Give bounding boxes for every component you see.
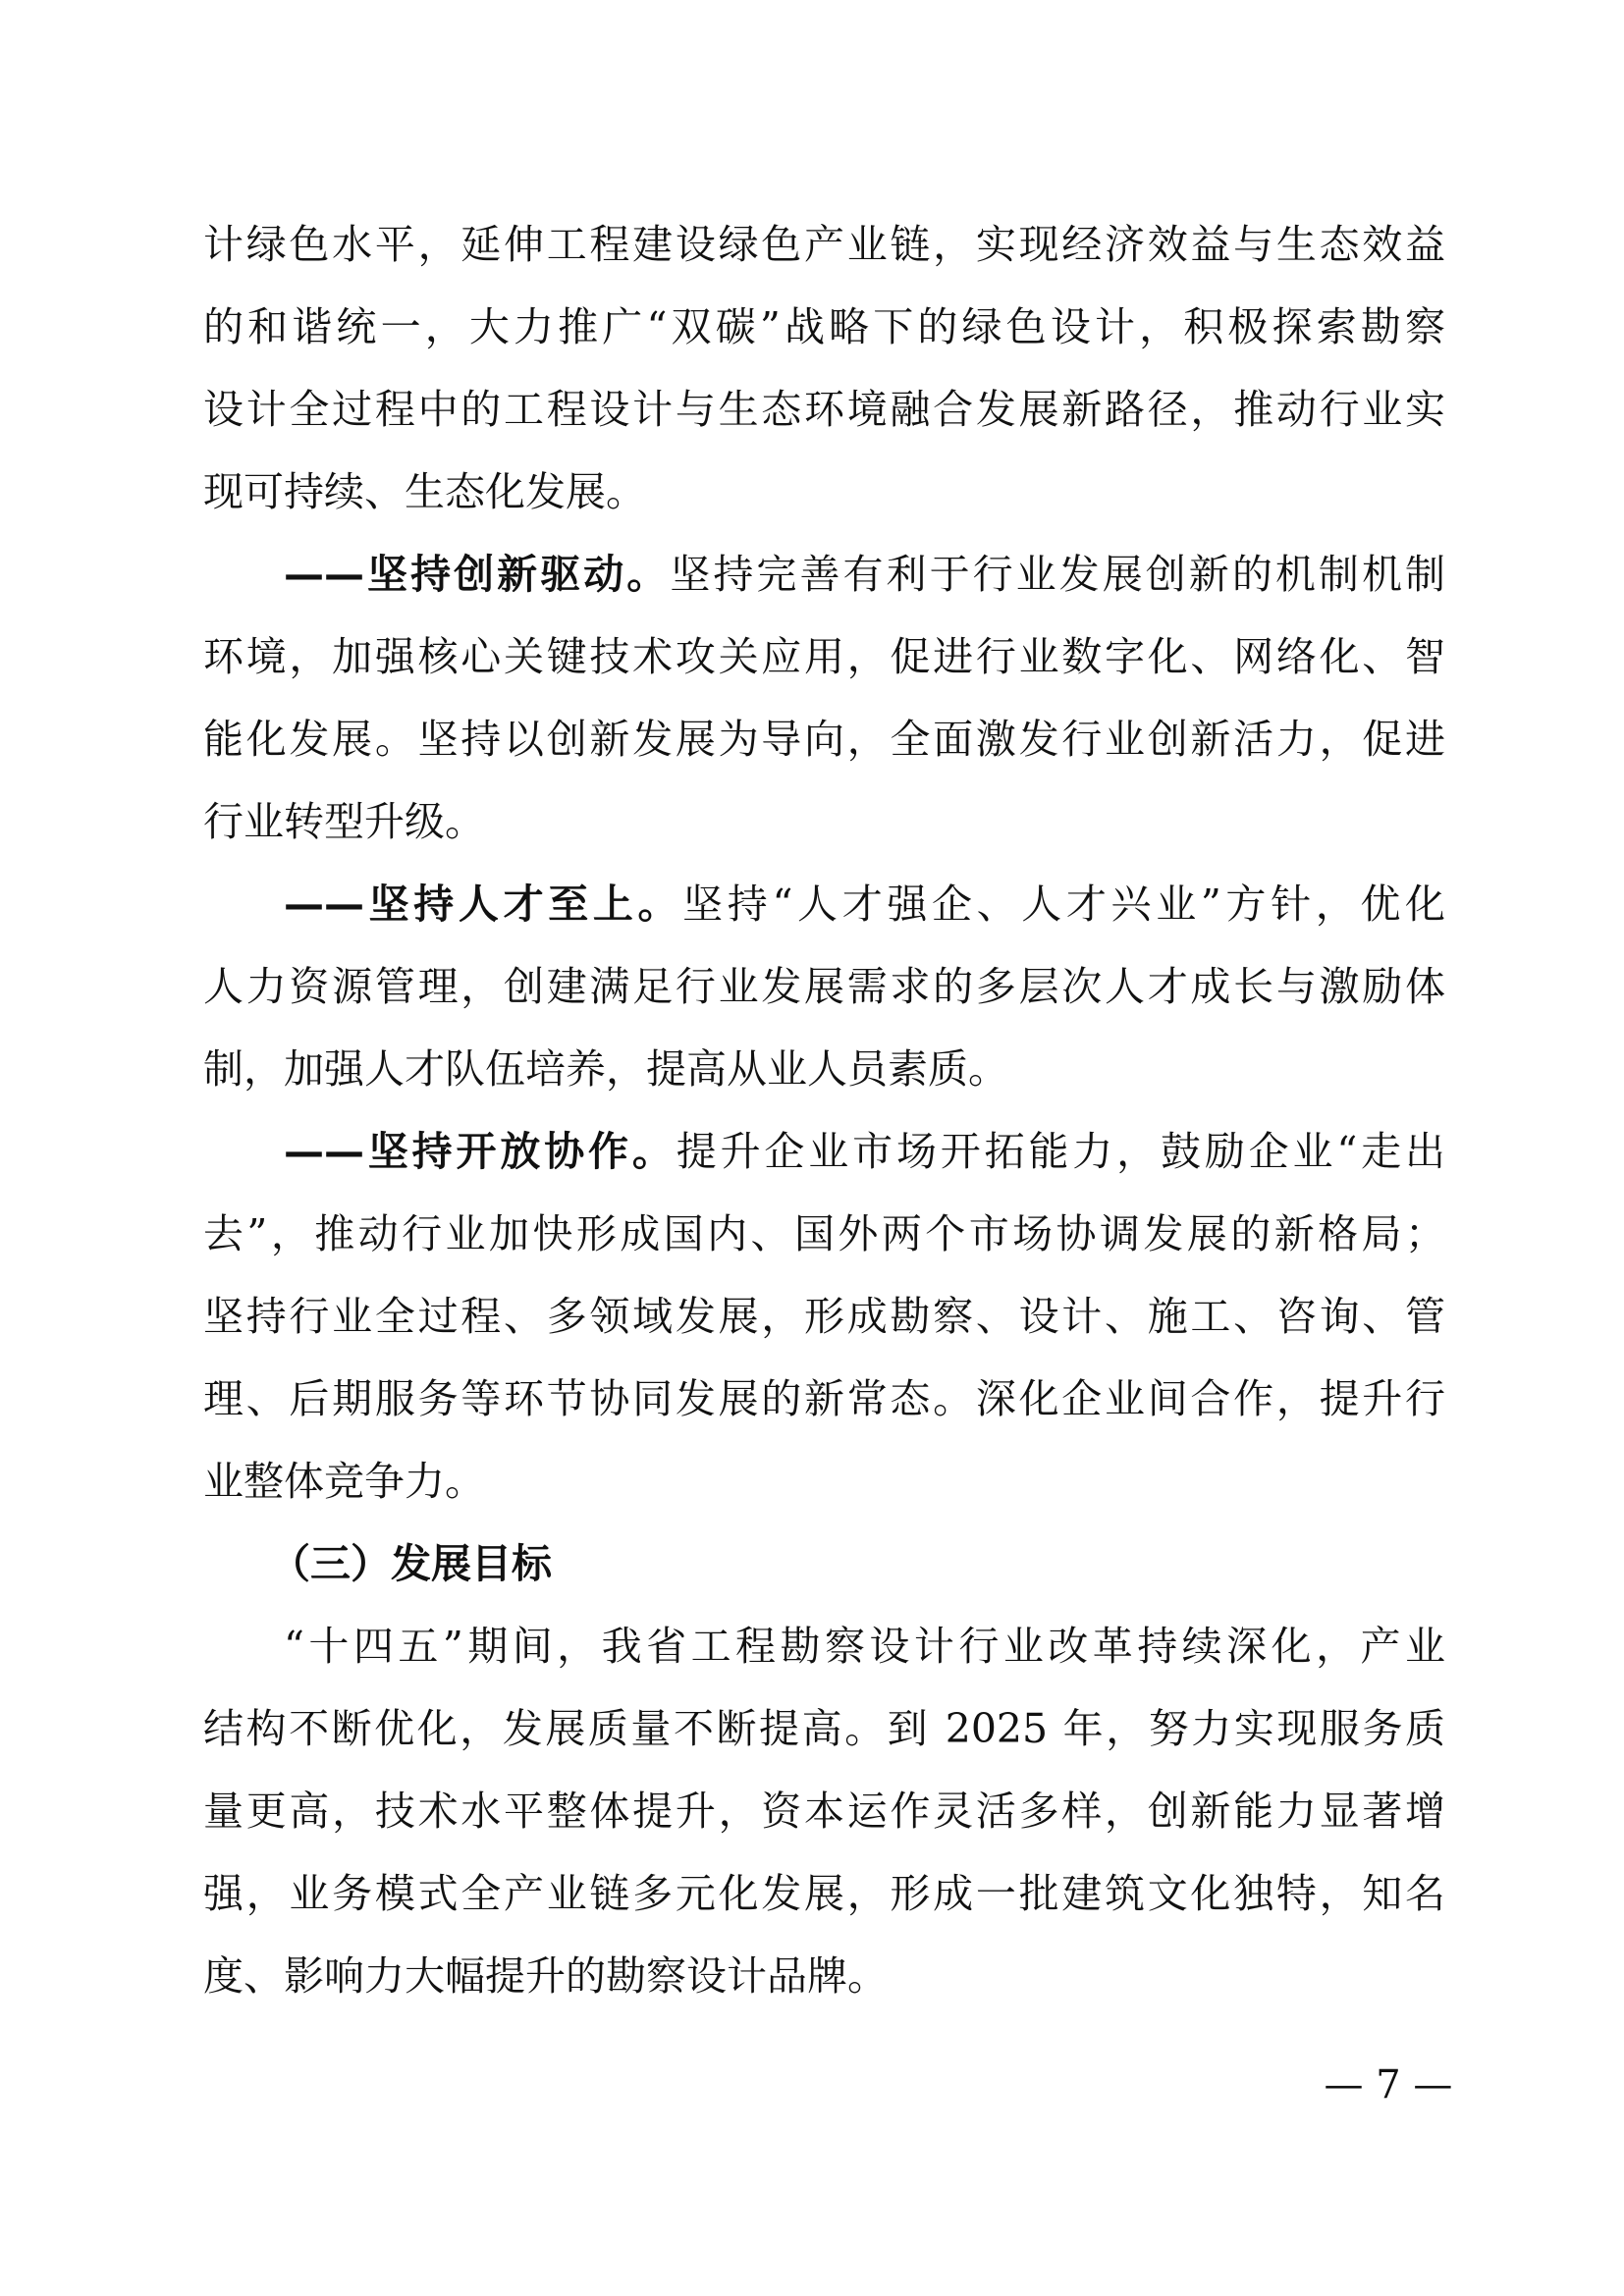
principle-heading: ——坚持创新驱动。 — [284, 551, 671, 598]
page-number: — 7 — — [1324, 2062, 1453, 2108]
body-line — [203, 368, 1445, 451]
body-line — [284, 1605, 1445, 1687]
principle-heading: ——坚持人才至上。 — [284, 881, 683, 928]
line-text: 业整体竞争力。 — [203, 1458, 485, 1505]
line-text: 设计全过程中的工程设计与生态环境融合发展新路径，推动行业实 — [203, 386, 1445, 433]
principle-innovation-line — [284, 533, 1445, 615]
body-line — [203, 780, 1445, 863]
section-heading-text: （三）发展目标 — [270, 1540, 552, 1587]
body-line — [203, 1358, 1445, 1440]
section-heading — [270, 1522, 1445, 1605]
line-text: “十四五”期间，我省工程勘察设计行业改革持续深化，产业 — [284, 1623, 1445, 1670]
line-text: 制，加强人才队伍培养，提高从业人员素质。 — [203, 1045, 1008, 1093]
line-text: 能化发展。坚持以创新发展为导向，全面激发行业创新活力，促进 — [203, 716, 1445, 763]
line-text: 计绿色水平，延伸工程建设绿色产业链，实现经济效益与生态效益 — [203, 221, 1445, 268]
line-text: 量更高，技术水平整体提升，资本运作灵活多样，创新能力显著增 — [203, 1788, 1445, 1835]
line-text: 结构不断优化，发展质量不断提高。到 2025 年，努力实现服务质 — [203, 1705, 1445, 1752]
line-text: 坚持“人才强企、人才兴业”方针，优化 — [682, 881, 1446, 928]
line-text: 的和谐统一，大力推广“双碳”战略下的绿色设计，积极探索勘察 — [203, 303, 1445, 350]
principle-heading: ——坚持开放协作。 — [284, 1128, 677, 1175]
line-text: 理、后期服务等环节协同发展的新常态。深化企业间合作，提升行 — [203, 1375, 1445, 1422]
body-line — [203, 1770, 1445, 1852]
body-line — [203, 615, 1445, 698]
line-text: 人力资源管理，创建满足行业发展需求的多层次人才成长与激励体 — [203, 963, 1445, 1010]
line-text: 行业转型升级。 — [203, 798, 485, 845]
body-line — [203, 1275, 1445, 1358]
line-text: 强，业务模式全产业链多元化发展，形成一批建筑文化独特，知名 — [203, 1870, 1445, 1917]
body-line — [203, 203, 1445, 286]
body-line — [203, 1193, 1445, 1275]
body-line — [203, 1687, 1445, 1770]
body-line — [203, 1440, 1445, 1522]
body-line — [203, 286, 1445, 368]
body-line — [203, 1935, 1445, 2017]
principle-openness-line — [284, 1110, 1445, 1193]
body-line — [203, 1852, 1445, 1935]
principle-talent-line — [284, 863, 1445, 945]
line-text: 坚持完善有利于行业发展创新的机制机制 — [670, 551, 1446, 598]
body-line — [203, 945, 1445, 1028]
body-line — [203, 1028, 1445, 1110]
line-text: 度、影响力大幅提升的勘察设计品牌。 — [203, 1952, 888, 2000]
line-text: 去”，推动行业加快形成国内、国外两个市场协调发展的新格局； — [203, 1210, 1445, 1257]
line-text: 现可持续、生态化发展。 — [203, 468, 646, 515]
body-line — [203, 451, 1445, 533]
line-text: 坚持行业全过程、多领域发展，形成勘察、设计、施工、咨询、管 — [203, 1293, 1445, 1340]
line-text: 提升企业市场开拓能力，鼓励企业“走出 — [676, 1128, 1445, 1175]
body-line — [203, 698, 1445, 780]
line-text: 环境，加强核心关键技术攻关应用，促进行业数字化、网络化、智 — [203, 633, 1445, 680]
